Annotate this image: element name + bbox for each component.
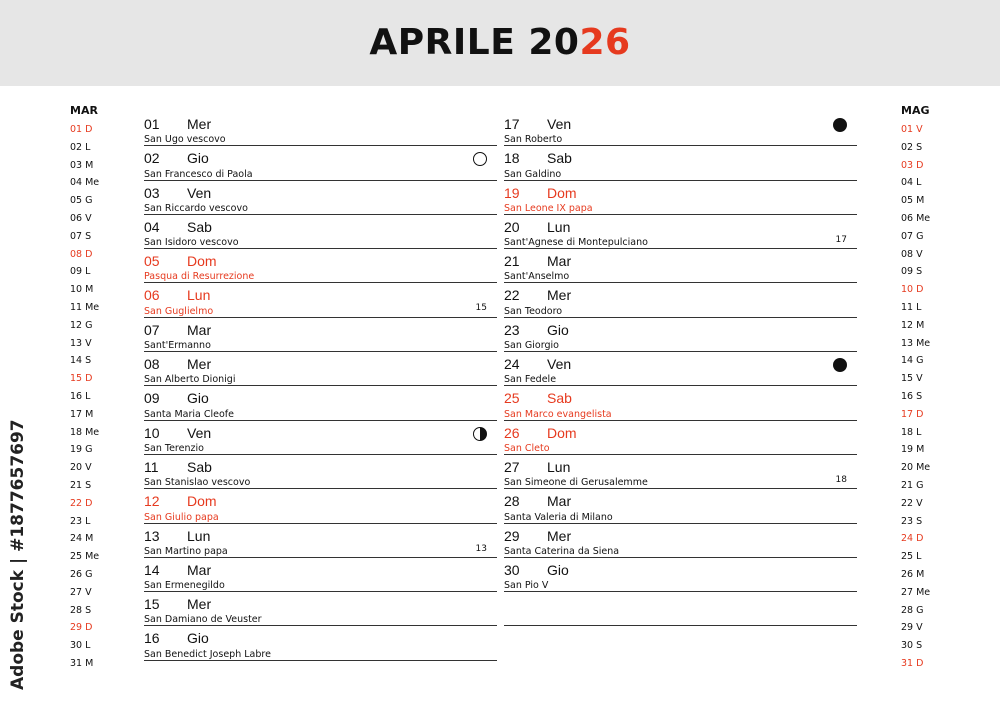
weekday-name: Mar [547, 493, 572, 510]
day-row [144, 181, 497, 215]
week-number: 13 [475, 543, 487, 554]
title-month: APRILE [369, 22, 516, 63]
day-number: 15 [144, 596, 160, 613]
week-number: 15 [475, 303, 487, 314]
day-row [504, 592, 857, 626]
next-month-day: 12 M [901, 319, 925, 331]
weekday-name: Ven [547, 116, 572, 132]
weekday-name: Dom [187, 493, 217, 510]
day-number: 11 [144, 458, 159, 475]
weekday-name: Ven [187, 184, 212, 201]
prev-month-days [70, 121, 99, 673]
prev-month-day: 24 M [70, 533, 94, 545]
next-month-day: 20 Me [901, 462, 931, 474]
next-month-day: 25 L [901, 551, 922, 563]
moon-new-icon [833, 358, 847, 372]
day-number: 03 [144, 184, 160, 201]
day-row [504, 146, 857, 180]
weekday-name: Mer [187, 116, 212, 132]
weekday-name: Sab [187, 458, 212, 475]
saint-name: Santa Valeria di Milano [504, 511, 613, 523]
day-row [504, 421, 857, 455]
saint-name: San Giulio papa [144, 511, 219, 523]
saint-name: San Stanislao vescovo [144, 477, 251, 489]
day-row [144, 352, 497, 386]
day-number: 25 [504, 390, 520, 407]
day-row [144, 386, 497, 420]
day-number: 24 [504, 356, 520, 373]
prev-month-day: 17 M [70, 408, 94, 420]
day-number: 12 [144, 493, 160, 510]
weekday-name: Gio [187, 390, 209, 407]
day-number: 29 [504, 527, 520, 544]
day-number: 28 [504, 493, 520, 510]
page-title [0, 22, 1000, 63]
prev-month-day: 30 L [70, 640, 91, 652]
weekday-name: Sab [547, 390, 572, 407]
next-month-day: 04 L [901, 177, 922, 189]
saint-name: San Giorgio [504, 340, 559, 352]
day-number: 27 [504, 458, 520, 475]
saint-name: San Marco evangelista [504, 408, 612, 420]
saint-name: San Francesco di Paola [144, 168, 253, 180]
saint-name: San Cleto [504, 442, 550, 454]
prev-month-day: 03 M [70, 159, 94, 171]
next-month-day: 24 D [901, 533, 924, 545]
day-row [144, 558, 497, 592]
next-month-day: 17 D [901, 408, 924, 420]
prev-month-day: 05 G [70, 195, 93, 207]
weekday-name: Sab [187, 218, 212, 235]
next-month-day: 23 S [901, 515, 923, 527]
next-month-day: 02 S [901, 141, 923, 153]
saint-name: San Isidoro vescovo [144, 237, 239, 249]
day-row [144, 421, 497, 455]
side-credit: Adobe Stock | #1877657697 [8, 419, 28, 690]
prev-month-day: 06 V [70, 212, 92, 224]
prev-month-day: 20 V [70, 462, 92, 474]
next-month-day: 30 S [901, 640, 923, 652]
saint-name: San Teodoro [504, 305, 563, 317]
next-month-label: MAG [901, 104, 930, 117]
header-bar [0, 0, 1000, 86]
day-number: 17 [504, 116, 520, 132]
next-month-day: 06 Me [901, 212, 931, 224]
day-number: 01 [144, 116, 160, 132]
day-number: 23 [504, 321, 520, 338]
prev-month-day: 21 S [70, 479, 92, 491]
day-number: 04 [144, 218, 160, 235]
next-month-day: 09 S [901, 266, 923, 278]
next-month-day: 27 Me [901, 586, 931, 598]
weekday-name: Dom [547, 424, 577, 441]
weekday-name: Sab [547, 150, 572, 167]
next-month-day: 19 M [901, 444, 925, 456]
right-day-column [504, 112, 857, 626]
saint-name: San Ermenegildo [144, 580, 225, 592]
weekday-name: Mer [547, 527, 572, 544]
saint-name: Sant'Anselmo [504, 271, 570, 283]
day-row [504, 112, 857, 146]
weekday-name: Lun [187, 287, 211, 304]
prev-month-day: 01 D [70, 124, 93, 135]
day-row [504, 283, 857, 317]
next-month-day: 10 D [901, 284, 924, 296]
day-number: 10 [144, 424, 160, 441]
day-number: 02 [144, 150, 160, 167]
saint-name: Santa Caterina da Siena [504, 545, 620, 557]
prev-month-day: 14 S [70, 355, 92, 367]
prev-month-day: 27 V [70, 586, 92, 598]
prev-month-day: 16 L [70, 390, 91, 402]
prev-month-day: 02 L [70, 141, 91, 153]
prev-month-day: 26 G [70, 568, 93, 580]
day-row [504, 215, 857, 249]
day-number: 08 [144, 356, 160, 373]
prev-month-day: 28 S [70, 604, 92, 616]
prev-month-day: 29 D [70, 622, 93, 634]
left-day-column [144, 112, 497, 661]
next-month-day: 01 V [901, 124, 923, 135]
saint-name: Santa Maria Cleofe [144, 408, 234, 420]
day-row [144, 112, 497, 146]
prev-month-mini-calendar [70, 104, 99, 673]
title-year-prefix: 20 [528, 22, 580, 63]
weekday-name: Gio [547, 321, 569, 338]
next-month-day: 31 D [901, 657, 924, 669]
saint-name: San Benedict Joseph Labre [144, 648, 271, 660]
saint-name: Sant'Agnese di Montepulciano [504, 237, 648, 249]
next-month-day: 21 G [901, 479, 924, 491]
day-number: 18 [504, 150, 520, 167]
day-number: 14 [144, 561, 160, 578]
weekday-name: Lun [547, 458, 571, 475]
day-row [504, 524, 857, 558]
weekday-name: Ven [547, 356, 572, 373]
next-month-day: 26 M [901, 568, 925, 580]
saint-name: San Fedele [504, 374, 557, 386]
weekday-name: Lun [547, 218, 571, 235]
next-month-days [901, 121, 930, 673]
day-row [144, 283, 497, 317]
next-month-day: 07 G [901, 230, 924, 242]
weekday-name: Mar [547, 253, 572, 270]
weekday-name: Dom [547, 184, 577, 201]
saint-name: San Terenzio [144, 442, 204, 454]
day-number: 22 [504, 287, 520, 304]
next-month-day: 11 L [901, 301, 922, 313]
prev-month-day: 07 S [70, 230, 92, 242]
day-row [144, 455, 497, 489]
prev-month-day: 25 Me [70, 551, 100, 563]
next-month-day: 16 S [901, 390, 923, 402]
next-month-day: 22 V [901, 497, 923, 509]
next-month-day: 18 L [901, 426, 922, 438]
next-month-day: 29 V [901, 622, 923, 634]
saint-name: San Riccardo vescovo [144, 202, 248, 214]
day-row [144, 489, 497, 523]
week-number: 18 [835, 474, 847, 485]
weekday-name: Gio [187, 150, 209, 167]
saint-name: San Galdino [504, 168, 562, 180]
saint-name: San Guglielmo [144, 305, 214, 317]
saint-name: San Ugo vescovo [144, 134, 226, 146]
day-row [144, 524, 497, 558]
next-month-day: 08 V [901, 248, 923, 260]
day-row [144, 215, 497, 249]
prev-month-day: 12 G [70, 319, 93, 331]
title-year-suffix: 26 [579, 22, 631, 63]
day-row [504, 318, 857, 352]
next-month-day: 05 M [901, 195, 925, 207]
weekday-name: Ven [187, 424, 212, 441]
prev-month-day: 11 Me [70, 301, 100, 313]
day-row [144, 592, 497, 626]
weekday-name: Lun [187, 527, 211, 544]
next-month-day: 03 D [901, 159, 924, 171]
prev-month-day: 15 D [70, 373, 93, 385]
weekday-name: Mer [547, 287, 572, 304]
moon-full-icon [473, 152, 487, 166]
weekday-name: Mer [187, 356, 212, 373]
day-number: 13 [144, 527, 160, 544]
prev-month-day: 22 D [70, 497, 93, 509]
day-row [144, 626, 497, 660]
day-number: 09 [144, 390, 160, 407]
saint-name: San Roberto [504, 134, 563, 146]
day-number: 06 [144, 287, 160, 304]
weekday-name: Gio [547, 561, 569, 578]
day-number: 30 [504, 561, 520, 578]
weekday-name: Mar [187, 561, 212, 578]
saint-name: Sant'Ermanno [144, 340, 211, 352]
prev-month-day: 18 Me [70, 426, 100, 438]
weekday-name: Dom [187, 253, 217, 270]
day-row [504, 455, 857, 489]
moon-half-icon [473, 427, 487, 441]
day-number: 20 [504, 218, 520, 235]
day-row [144, 318, 497, 352]
day-row [144, 146, 497, 180]
weekday-name: Mar [187, 321, 212, 338]
next-month-day: 15 V [901, 373, 923, 385]
prev-month-day: 19 G [70, 444, 93, 456]
moon-new-icon [833, 118, 847, 132]
day-number: 26 [504, 424, 520, 441]
prev-month-day: 31 M [70, 657, 94, 669]
next-month-mini-calendar [901, 104, 930, 673]
prev-month-day: 10 M [70, 284, 94, 296]
day-row [504, 181, 857, 215]
day-row [144, 249, 497, 283]
saint-name: San Leone IX papa [504, 202, 593, 214]
weekday-name: Gio [187, 630, 209, 647]
day-number: 16 [144, 630, 160, 647]
saint-name: San Martino papa [144, 545, 228, 557]
day-number: 19 [504, 184, 520, 201]
day-row [504, 489, 857, 523]
day-row [504, 249, 857, 283]
saint-name: Pasqua di Resurrezione [144, 271, 255, 283]
day-row [504, 558, 857, 592]
prev-month-day: 09 L [70, 266, 91, 278]
saint-name: San Alberto Dionigi [144, 374, 236, 386]
day-row [504, 352, 857, 386]
day-number: 05 [144, 253, 160, 270]
day-number: 21 [504, 253, 520, 270]
prev-month-day: 04 Me [70, 177, 100, 189]
next-month-day: 28 G [901, 604, 924, 616]
day-row [504, 386, 857, 420]
weekday-name: Mer [187, 596, 212, 613]
day-number: 07 [144, 321, 160, 338]
prev-month-day: 23 L [70, 515, 91, 527]
week-number: 17 [835, 234, 847, 245]
prev-month-day: 08 D [70, 248, 93, 260]
prev-month-label: MAR [70, 104, 98, 117]
saint-name: San Simeone di Gerusalemme [504, 477, 648, 489]
saint-name: San Pio V [504, 580, 549, 592]
next-month-day: 14 G [901, 355, 924, 367]
next-month-day: 13 Me [901, 337, 931, 349]
saint-name: San Damiano de Veuster [144, 614, 262, 626]
prev-month-day: 13 V [70, 337, 92, 349]
